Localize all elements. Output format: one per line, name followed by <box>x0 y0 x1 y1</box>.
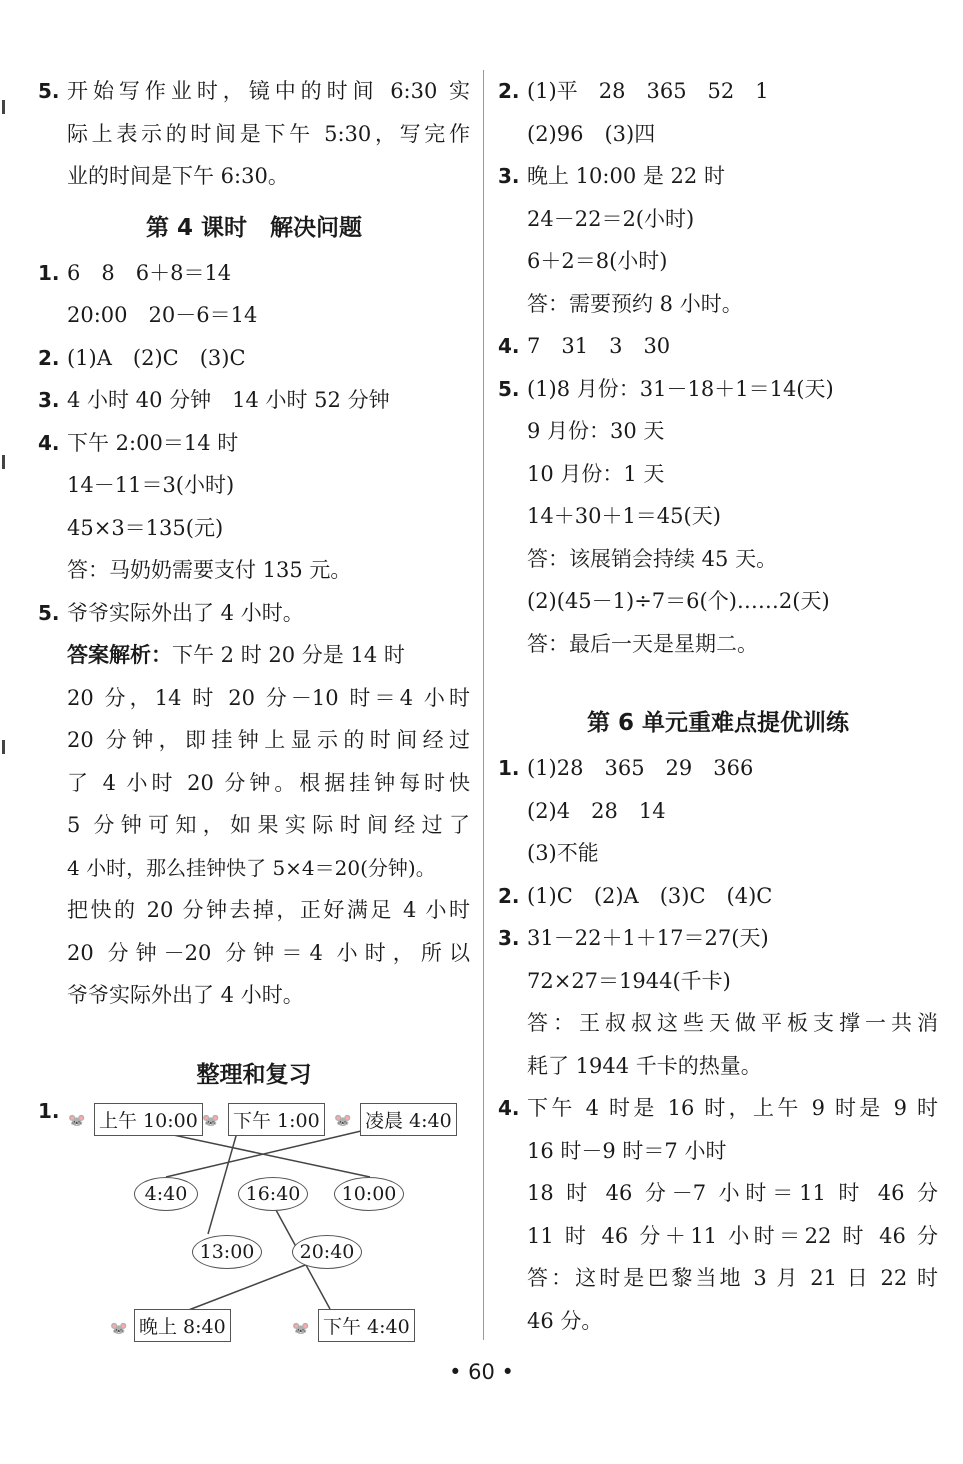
time-oval: 13:00 <box>192 1235 262 1269</box>
edge-mark <box>2 740 5 754</box>
item-number: 5. <box>498 376 520 401</box>
item-number: 2. <box>498 883 520 908</box>
analysis-label: 答案解析： <box>67 643 172 667</box>
mouse-icon: 🐭 <box>68 1112 86 1129</box>
time-box: 凌晨 4:40 <box>360 1103 457 1136</box>
answer-text: 下午 2:00＝14 时 <box>67 430 239 455</box>
item-number: 4. <box>38 430 60 455</box>
list-item <box>38 592 470 635</box>
mouse-icon: 🐭 <box>334 1112 352 1129</box>
answer-text: 45×3＝135(元) <box>67 515 224 540</box>
time-oval: 4:40 <box>134 1177 198 1211</box>
time-box: 下午 1:00 <box>228 1103 325 1136</box>
time-oval: 16:40 <box>238 1177 308 1211</box>
list-item <box>38 337 470 380</box>
left-column <box>38 70 470 1349</box>
list-item <box>498 875 938 918</box>
analysis-line: 20 分钟，即挂钟上显示的时间经过 <box>67 728 470 752</box>
time-box: 晚上 8:40 <box>134 1309 231 1342</box>
matching-diagram <box>38 1099 470 1349</box>
list-item <box>498 368 938 411</box>
answer-text: (1)A (2)C (3)C <box>67 345 246 370</box>
analysis-line: 把快的 20 分钟去掉，正好满足 4 小时 <box>67 898 470 922</box>
list-item <box>38 379 470 422</box>
list-item <box>38 70 470 113</box>
item-number: 4. <box>498 334 520 358</box>
answer-text: 11 时 46 分＋11 小时＝22 时 46 分 <box>527 1223 938 1248</box>
answer-text: 答：王叔叔这些天做平板支撑一共消 <box>527 1011 938 1035</box>
answer-text: (2)4 28 14 <box>527 798 666 823</box>
answer-text: 20:00 20－6＝14 <box>67 303 258 327</box>
mouse-icon: 🐭 <box>292 1320 310 1337</box>
answer-text: 7 31 3 30 <box>527 334 671 358</box>
analysis-line <box>38 634 470 677</box>
mouse-icon: 🐭 <box>110 1320 128 1337</box>
list-item <box>498 155 938 198</box>
item-number: 2. <box>38 345 60 370</box>
column-divider <box>483 70 484 1340</box>
item-number: 3. <box>38 388 60 412</box>
time-box: 下午 4:40 <box>318 1309 415 1342</box>
section-heading: 第 4 课时 解决问题 <box>145 214 363 241</box>
answer-text: 6 8 6＋8＝14 <box>67 260 232 285</box>
item-number: 3. <box>498 926 520 950</box>
analysis-line: 20 分钟－20 分钟＝4 小时，所以 <box>67 940 470 965</box>
answer-text: 耗了 1944 千卡的热量。 <box>527 1053 762 1078</box>
page-number: • 60 • <box>449 1360 514 1384</box>
time-oval: 20:40 <box>292 1235 362 1269</box>
answer-text: 46 分。 <box>527 1308 603 1333</box>
answer-text: (1)C (2)A (3)C (4)C <box>527 883 773 908</box>
list-item <box>498 325 938 368</box>
item-number: 5. <box>38 600 60 625</box>
answer-text: 答：最后一天是星期二。 <box>527 631 758 656</box>
list-item <box>38 422 470 465</box>
answer-text: 爷爷实际外出了 4 小时。 <box>67 600 304 625</box>
item-number: 2. <box>498 79 520 103</box>
analysis-text: 下午 2 时 20 分是 14 时 <box>172 643 405 667</box>
answer-text: 下午 4 时是 16 时，上午 9 时是 9 时 <box>527 1096 938 1120</box>
item-number: 1. <box>38 260 60 285</box>
list-item <box>498 747 938 790</box>
item-number: 1. <box>498 756 520 780</box>
answer-text: 际上表示的时间是下午 5:30，写完作 <box>67 121 470 146</box>
answer-text: (1)平 28 365 52 1 <box>527 79 769 103</box>
item-number: 3. <box>498 164 520 188</box>
analysis-line: 5 分钟可知，如果实际时间经过了 <box>67 813 470 837</box>
answer-text: 14－11＝3(小时) <box>67 473 235 497</box>
answer-text: 4 小时 40 分钟 14 小时 52 分钟 <box>67 388 390 412</box>
answer-text: 16 时－9 时＝7 小时 <box>527 1138 727 1163</box>
list-item <box>498 1087 938 1130</box>
item-number: 4. <box>498 1096 520 1120</box>
answer-text: 业的时间是下午 6:30。 <box>67 164 289 188</box>
answer-text: 6＋2＝8(小时) <box>527 249 668 273</box>
answer-text: 开始写作业时，镜中的时间 6:30 实 <box>67 79 470 103</box>
answer-text: (3)不能 <box>527 841 599 865</box>
answer-text: 晚上 10:00 是 22 时 <box>527 164 725 188</box>
list-item <box>498 70 938 113</box>
analysis-line: 4 小时，那么挂钟快了 5×4＝20(分钟)。 <box>67 855 436 880</box>
answer-text: 答：马奶奶需要支付 135 元。 <box>67 558 352 582</box>
answer-text: (1)28 365 29 366 <box>527 756 754 780</box>
section-heading: 整理和复习 <box>196 1061 312 1088</box>
answer-text: 10 月份：1 天 <box>527 461 665 486</box>
analysis-line: 20 分，14 时 20 分－10 时＝4 小时 <box>67 685 470 710</box>
edge-mark <box>2 100 5 114</box>
list-item <box>38 252 470 295</box>
item-number: 1. <box>38 1098 60 1123</box>
edge-mark <box>2 455 5 469</box>
answer-text: 24－22＝2(小时) <box>527 206 695 231</box>
answer-text: 14＋30＋1＝45(天) <box>527 504 721 528</box>
section-heading: 第 6 单元重难点提优训练 <box>586 710 850 736</box>
answer-text: 31－22＋1＋17＝27(天) <box>527 926 769 950</box>
answer-text: (2)96 (3)四 <box>527 121 656 146</box>
answer-text: 答：需要预约 8 小时。 <box>527 291 743 316</box>
analysis-line: 爷爷实际外出了 4 小时。 <box>67 983 304 1007</box>
answer-text: 答：该展销会持续 45 天。 <box>527 546 778 571</box>
answer-text: 72×27＝1944(千卡) <box>527 968 731 993</box>
answer-text: 答：这时是巴黎当地 3 月 21 日 22 时 <box>527 1266 938 1290</box>
time-oval: 10:00 <box>334 1177 404 1211</box>
right-column <box>498 70 938 1342</box>
analysis-line: 了 4 小时 20 分钟。根据挂钟每时快 <box>67 770 470 795</box>
mouse-icon: 🐭 <box>202 1112 220 1129</box>
answer-text: 18 时 46 分－7 小时＝11 时 46 分 <box>527 1181 938 1205</box>
time-box: 上午 10:00 <box>94 1103 203 1136</box>
list-item <box>498 917 938 960</box>
answer-text: (2)(45－1)÷7＝6(个)……2(天) <box>527 589 830 613</box>
answer-text: 9 月份：30 天 <box>527 419 665 443</box>
item-number: 5. <box>38 79 60 103</box>
answer-text: (1)8 月份：31－18＋1＝14(天) <box>527 376 834 401</box>
